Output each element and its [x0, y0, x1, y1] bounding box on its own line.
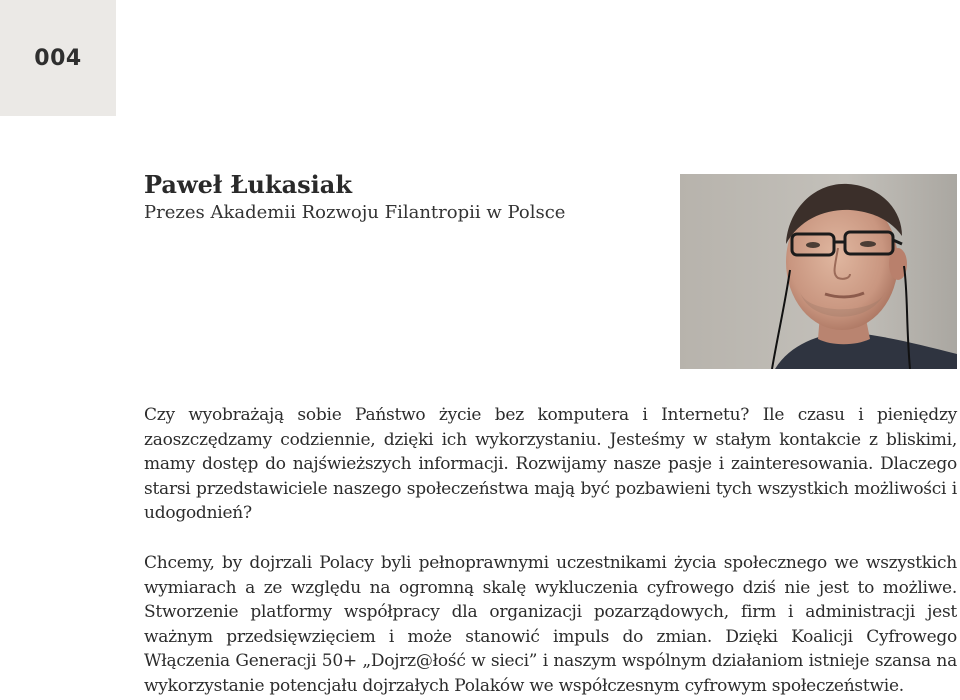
person-name: Paweł Łukasiak: [144, 170, 352, 199]
person-role: Prezes Akademii Rozwoju Filantropii w Polsce: [144, 202, 566, 223]
paragraph-1: Czy wyobrażają sobie Państwo życie bez komputera i Internetu? Ile czasu i pieniędzy zaoszczędzamy codziennie, dzięki ich wykorzystaniu. Jesteśmy w stałym kontakcie z bliskimi, mamy dostęp do najświeższych informacji. Rozwijamy nasze pasje i zainteresowania. Dlaczego starsi przedstawiciele naszego społeczeństwa mają być pozbawieni tych wszystkich możliwości i udogodnień?: [144, 405, 957, 524]
paragraph-2: Chcemy, by dojrzali Polacy byli pełnoprawnymi uczestnikami życia społecznego we wszystkich wymiarach a ze względu na ogromną skalę wykluczenia cyfrowego dziś nie jest to możliwe. Stworzenie platformy współpracy dla organizacji pozarządowych, firm i administracji jest ważnym przedsięwzięciem i może stanowić impuls do zmian. Dzięki Koalicji Cyfrowego Włączenia Generacji 50+ „Dojrz@łość w sieci” i naszym wspólnym działaniom istnieje szansa na wykorzystanie potencjału dojrzałych Polaków we współczesnym cyfrowym społeczeństwie.: [144, 553, 957, 696]
portrait-illustration: [680, 174, 957, 369]
page-number-tab: [0, 0, 116, 116]
portrait-photo: [680, 174, 957, 369]
page-number: 004: [34, 45, 82, 71]
